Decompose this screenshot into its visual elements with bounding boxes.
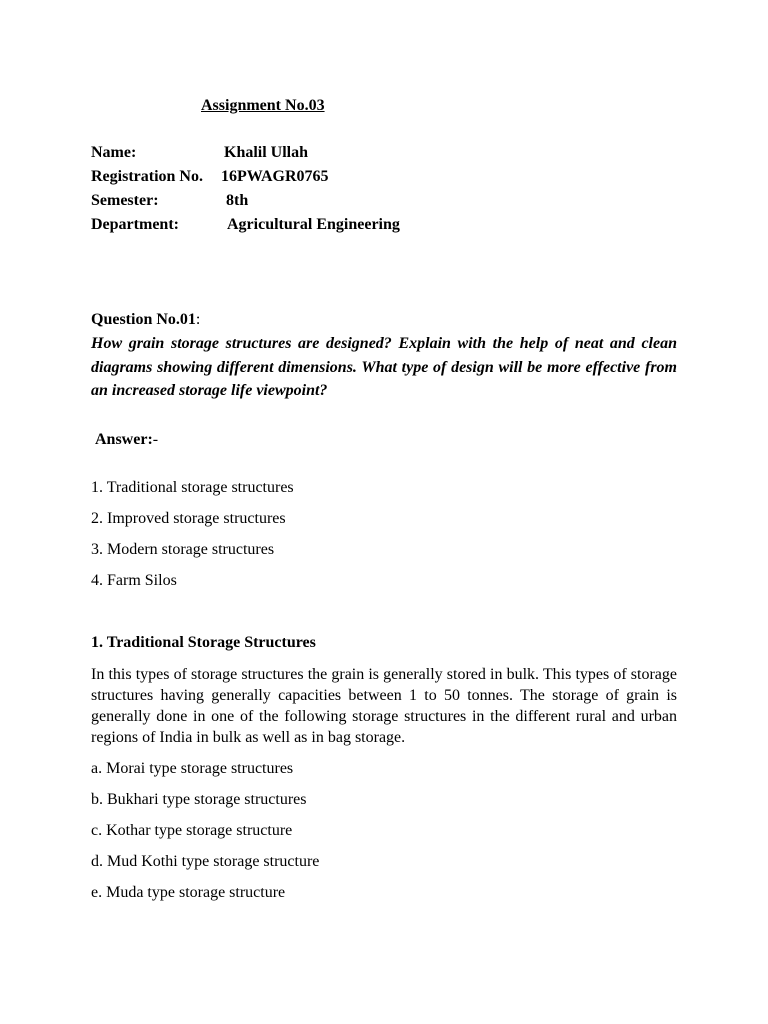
list-item: b. Bukhari type storage structures <box>91 791 307 808</box>
list-item: 1. Traditional storage structures <box>91 479 294 496</box>
registration-label: Registration No. <box>91 168 203 185</box>
list-item: 3. Modern storage structures <box>91 541 275 558</box>
name-value: Khalil Ullah <box>224 144 309 161</box>
question-heading-colon: : <box>195 311 201 328</box>
answer-heading-dash: - <box>152 431 159 448</box>
list-item: a. Morai type storage structures <box>91 760 294 777</box>
department-value: Agricultural Engineering <box>227 216 400 233</box>
section-heading: 1. Traditional Storage Structures <box>91 634 316 651</box>
list-item: 2. Improved storage structures <box>91 510 286 527</box>
name-label: Name: <box>91 144 137 161</box>
semester-label: Semester: <box>91 192 159 209</box>
section-paragraph: In this types of storage structures the grain is generally stored in bulk. This types of storage structures having generally capacities between 1 to 50 tonnes. The storage of grain is generally done in one of the following storage structures in the different rural and urban regions of India in bulk as well as in bag storage. <box>91 666 677 746</box>
answer-heading-text: Answer: <box>95 431 153 448</box>
assignment-title: Assignment No.03 <box>201 97 325 114</box>
list-item: d. Mud Kothi type storage structure <box>91 853 320 870</box>
list-item: e. Muda type storage structure <box>91 884 286 901</box>
semester-value: 8th <box>226 192 249 209</box>
question-heading <box>91 309 200 330</box>
department-label: Department: <box>91 216 179 233</box>
list-item: 4. Farm Silos <box>91 572 177 589</box>
list-item: c. Kothar type storage structure <box>91 822 293 839</box>
answer-heading <box>95 429 158 450</box>
registration-value: 16PWAGR0765 <box>221 168 329 185</box>
question-heading-text: Question No.01 <box>91 311 196 328</box>
question-text: How grain storage structures are designed? Explain with the help of neat and clean diagrams showing different dimensions. What type of design will be more effective from an increased storage life viewpoint? <box>91 335 677 399</box>
